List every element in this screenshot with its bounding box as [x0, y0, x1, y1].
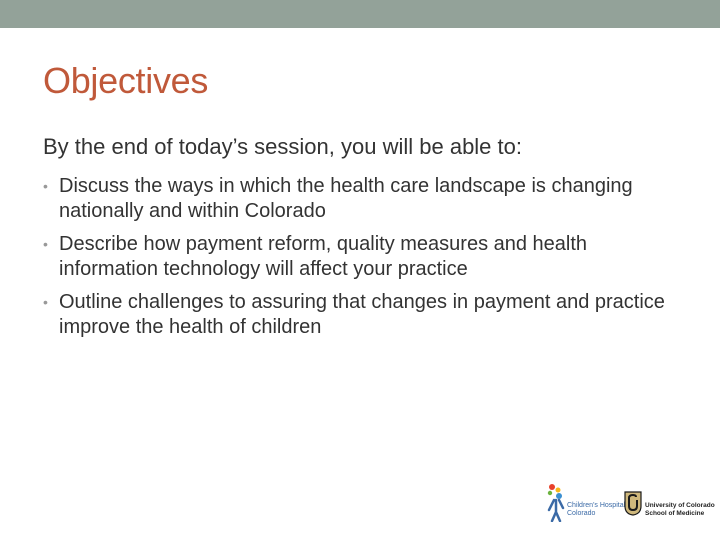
bullet-text: Describe how payment reform, quality measures and health information technology will affect your practice — [59, 233, 588, 280]
cu-line-2: School of Medicine — [645, 510, 705, 517]
intro-text: By the end of today’s session, you will be able to: — [43, 134, 522, 159]
childrens-hospital-logo-text — [567, 502, 625, 518]
university-of-colorado-logo-text — [645, 502, 715, 518]
bullet-dot: • — [43, 236, 48, 252]
bullet-item — [43, 290, 683, 340]
footer-logos — [545, 482, 715, 527]
childrens-line-2: Colorado — [567, 510, 596, 517]
childrens-line-1: Children's Hospital — [567, 502, 626, 509]
university-of-colorado-logo-icon — [623, 490, 643, 516]
bullet-list — [43, 174, 683, 348]
cu-line-1: University of Colorado — [645, 502, 715, 509]
top-bar — [0, 0, 720, 28]
bullet-text: Outline challenges to assuring that changes in payment and practice improve the health of children — [59, 291, 665, 338]
bullet-item — [43, 174, 683, 224]
bullet-dot: • — [43, 294, 48, 310]
childrens-hospital-logo-icon — [545, 482, 567, 522]
slide-title: Objectives — [43, 60, 209, 101]
bullet-dot: • — [43, 178, 48, 194]
bullet-text: Discuss the ways in which the health care landscape is changing nationally and within Colorado — [59, 175, 633, 222]
bullet-item — [43, 232, 683, 282]
